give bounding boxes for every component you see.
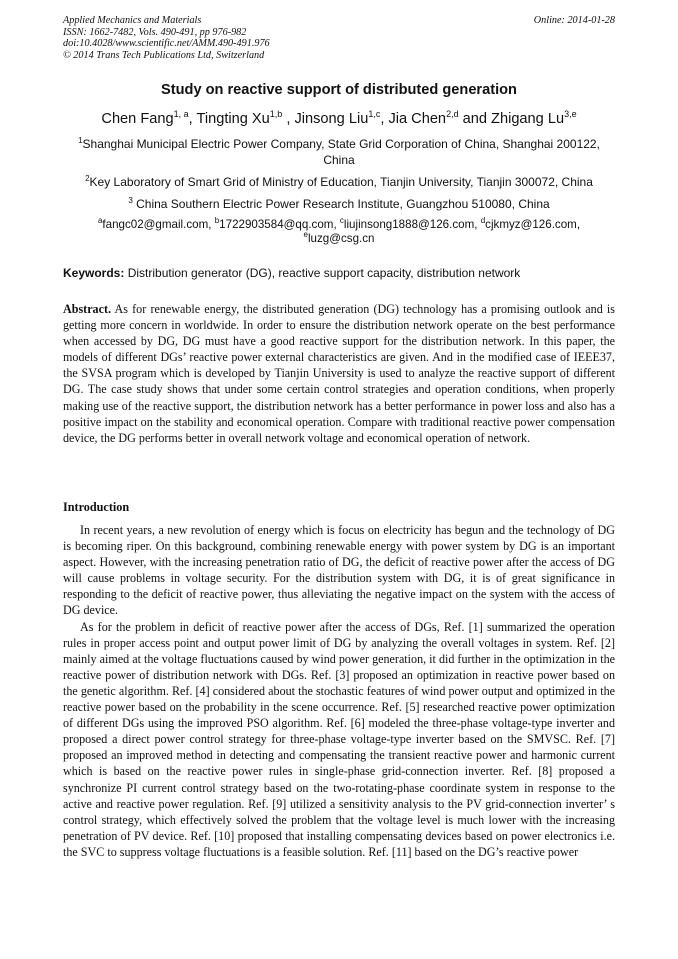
affiliation-number: 1 (78, 136, 83, 145)
author-name: Tingting Xu (196, 111, 270, 127)
affiliation-text: China Southern Electric Power Research Institute, Guangzhou 510080, China (132, 197, 550, 211)
affiliation-number: 3 (128, 196, 133, 205)
author-affiliation-mark: 3,e (564, 109, 577, 120)
abstract-label: Abstract. (63, 302, 112, 316)
abstract (63, 301, 615, 446)
email-link[interactable]: 1722903584@qq.com, (219, 218, 340, 231)
email-mark: e (303, 229, 308, 239)
issn-line: ISSN: 1662-7482, Vols. 490-491, pp 976-982 (63, 26, 247, 38)
introduction-body (63, 522, 615, 860)
section-heading-introduction: Introduction (63, 500, 130, 514)
email-mark: b (214, 216, 220, 226)
introduction-paragraph-1: In recent years, a new revolution of energy which is focus on electricity has begun and the technology of DG is becoming riper. On this background, combining renewable energy with power system by DG is an important aspect. However, with the increasing penetration ratio of DG, the deficit of reactive power after the access of DG will cause problems in voltage security. For the distribution system with DG, it is of great significance in responding to the deficit of reactive power, thus alleviating the negative impact on the system with the access of DG device. (63, 523, 615, 618)
running-header (63, 15, 270, 61)
author-list (30, 111, 648, 127)
affiliation-1 (62, 137, 616, 168)
author-separator: , (380, 111, 389, 127)
email-link[interactable]: cjkmyz@126.com, (485, 218, 581, 231)
journal-name: Applied Mechanics and Materials (63, 15, 202, 26)
keywords-text: Distribution generator (DG), reactive support capacity, distribution network (124, 266, 521, 280)
copyright-line: © 2014 Trans Tech Publications Ltd, Switzerland (63, 49, 265, 61)
affiliation-2 (62, 175, 616, 191)
author-affiliation-mark: 1, a (173, 109, 189, 120)
author-name: Chen Fang (101, 111, 174, 127)
introduction-paragraph-2: As for the problem in deficit of reactive power after the access of DGs, Ref. [1] summarized the operation rules in proper access point and output power limit of DG by analyzing the overall voltages in system. Ref. [2] mainly aimed at the voltage fluctuations caused by wind power generation, it did further in the optimization in the reactive power of distribution network with DGs. Ref. [3] proposed an optimization in reactive power based on the genetic algorithm. Ref. [4] considered about the stochastic features of wind power output and optimized in the reactive power based on the probability in the scene occurrence. Ref. [5] researched reactive power optimization of different DGs using the improved PSO algorithm. Ref. [6] modeled the three-phase voltage-type inverter and proposed a direct power control strategy for three-phase voltage-type inverter based on the SMVSC. Ref. [7] proposed an improved method in detecting and compensating the transient reactive power and harmonic current which is based on the reactive power rules in single-phase grid-connection inverter. Ref. [8] proposed a synchronize PI current control strategy based on the two-rotating-phase coordinate system in response to the active and reactive power regulation. Ref. [9] utilized a sensitivity analysis to the PV grid-connection inverter’ s control strategy, which effectively solved the problem that the voltage level is much lower with the increasing penetration of PV device. Ref. [10] proposed that installing compensating devices based on power electronics i.e. the SVC to suppress voltage fluctuations is a feasible solution. Ref. [11] based on the DG’s reactive power (63, 619, 615, 859)
keywords-label: Keywords: (63, 266, 125, 280)
email-mark: a (97, 216, 103, 226)
affiliation-number: 2 (85, 174, 90, 183)
affiliation-text: Shanghai Municipal Electric Power Company, State Grid Corporation of China, Shanghai 200122, China (82, 137, 600, 167)
author-separator: , (188, 111, 197, 127)
email-link[interactable]: luzg@csg.cn (307, 231, 375, 245)
author-affiliation-mark: 1,b (269, 109, 283, 120)
author-emails (62, 218, 616, 245)
abstract-text: As for renewable energy, the distributed generation (DG) technology has a promising outlook and is getting more concern in worldwide. In order to ensure the distribution network operate on the best performance when accessed by DG, DG must have a good reactive support for the distribution network. In this paper, the models of different DGs’ reactive power external characteristics are given. And in the modified case of IEEE37, the SVSA program which is developed by Tianjin University is used to analyze the reactive support of different DG. The case study shows that under some certain control strategies and operation conditions, when properly making use of the reactive support, the distribution network has a better performance in power loss and also has a positive impact on the stability and economical operation. Compare with traditional reactive power compensation device, the DG performs better in overall network voltage and economical operation of network. (63, 302, 615, 445)
author-affiliation-mark: 2,d (446, 109, 459, 120)
email-link[interactable]: liujinsong1888@126.com, (343, 218, 481, 231)
author-separator: and (458, 111, 492, 127)
email-mark: c (339, 216, 344, 226)
email-mark: d (480, 216, 486, 226)
online-date: Online: 2014-01-28 (533, 15, 615, 26)
paper-title: Study on reactive support of distributed generation (161, 82, 517, 98)
doi-line[interactable]: doi:10.4028/www.scientific.net/AMM.490-491.976 (63, 38, 270, 50)
author-name: Jinsong Liu (294, 111, 369, 127)
keywords-line (63, 266, 623, 280)
affiliation-3 (62, 197, 616, 213)
email-link[interactable]: fangc02@gmail.com, (102, 218, 215, 231)
author-affiliation-mark: 1,c (368, 109, 381, 120)
author-name: Jia Chen (388, 111, 447, 127)
affiliation-text: Key Laboratory of Smart Grid of Ministry of Education, Tianjin University, Tianjin 300072, China (89, 175, 593, 189)
author-name: Zhigang Lu (491, 111, 565, 127)
author-separator: , (282, 111, 295, 127)
